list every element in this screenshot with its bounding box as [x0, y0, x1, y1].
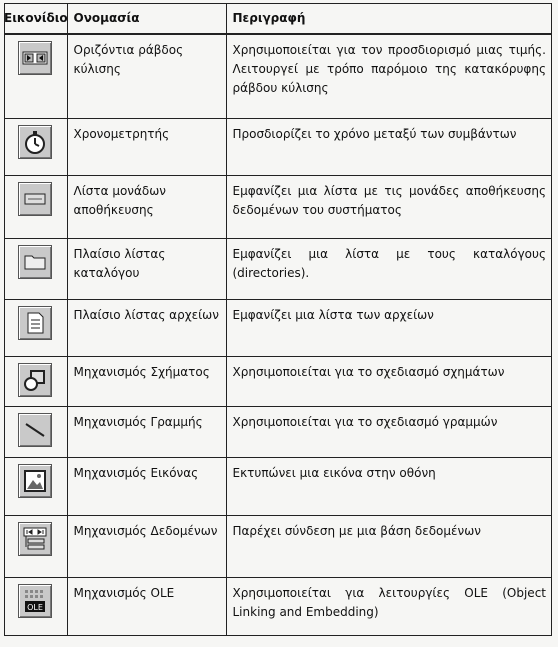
row-description: Παρέχει σύνδεση με μια βάση δεδομένων	[226, 515, 552, 577]
table-row	[4, 175, 552, 238]
row-name: Πλαίσιο λίστας καταλόγου	[67, 238, 226, 299]
timer-icon	[18, 125, 52, 159]
row-name: Μηχανισμός Σχήματος	[67, 356, 226, 406]
row-name: Μηχανισμός Γραμμής	[67, 406, 226, 457]
row-description: Εμφανίζει μια λίστα με τους καταλόγους (directories).	[226, 238, 552, 299]
file-list-icon	[18, 306, 52, 340]
row-description: Χρησιμοποιείται για λειτουργίες OLE (Object Linking and Embedding)	[226, 577, 552, 635]
horizontal-scrollbar-icon	[18, 41, 52, 75]
header-description: Περιγραφή	[226, 3, 552, 34]
table-row	[4, 406, 552, 457]
row-description: Προσδιορίζει το χρόνο μεταξύ των συμβάντων	[226, 118, 552, 175]
drive-list-icon	[18, 182, 52, 216]
directory-list-icon	[18, 245, 52, 279]
row-name: Χρονομετρητής	[67, 118, 226, 175]
svg-text:OLE: OLE	[27, 602, 44, 612]
row-description: Χρησιμοποιείται για το σχεδιασμό γραμμών	[226, 406, 552, 457]
data-control-icon	[18, 522, 52, 556]
row-description: Εμφανίζει μια λίστα των αρχείων	[226, 299, 552, 356]
table-row	[4, 34, 552, 118]
table-header-row	[4, 3, 552, 34]
image-icon	[18, 464, 52, 498]
line-icon	[18, 413, 52, 447]
shape-icon	[18, 363, 52, 397]
table-row	[4, 457, 552, 515]
row-name: Οριζόντια ράβδος κύλισης	[67, 34, 226, 118]
row-name: Μηχανισμός Εικόνας	[67, 457, 226, 515]
table-row	[4, 356, 552, 406]
table-row	[4, 515, 552, 577]
row-name: Πλαίσιο λίστας αρχείων	[67, 299, 226, 356]
row-description: Χρησιμοποιείται για τον προσδιορισμό μιας τιμής. Λειτουργεί με τρόπο παρόμοιο της κατακόρυφης ράβδου κύλισης	[226, 34, 552, 118]
table-row	[4, 118, 552, 175]
controls-table	[4, 3, 552, 636]
row-name: Μηχανισμός Δεδομένων	[67, 515, 226, 577]
ole-icon	[18, 584, 52, 618]
row-description: Εκτυπώνει μια εικόνα στην οθόνη	[226, 457, 552, 515]
header-icon: Εικονίδιο	[4, 3, 67, 34]
table-row	[4, 299, 552, 356]
header-name: Ονομασία	[67, 3, 226, 34]
row-name: Λίστα μονάδων αποθήκευσης	[67, 175, 226, 238]
table-row	[4, 577, 552, 635]
row-description: Εμφανίζει μια λίστα με τις μονάδες αποθήκευσης δεδομένων του συστήματος	[226, 175, 552, 238]
row-description: Χρησιμοποιείται για το σχεδιασμό σχημάτων	[226, 356, 552, 406]
row-name: Μηχανισμός OLE	[67, 577, 226, 635]
table-row	[4, 238, 552, 299]
